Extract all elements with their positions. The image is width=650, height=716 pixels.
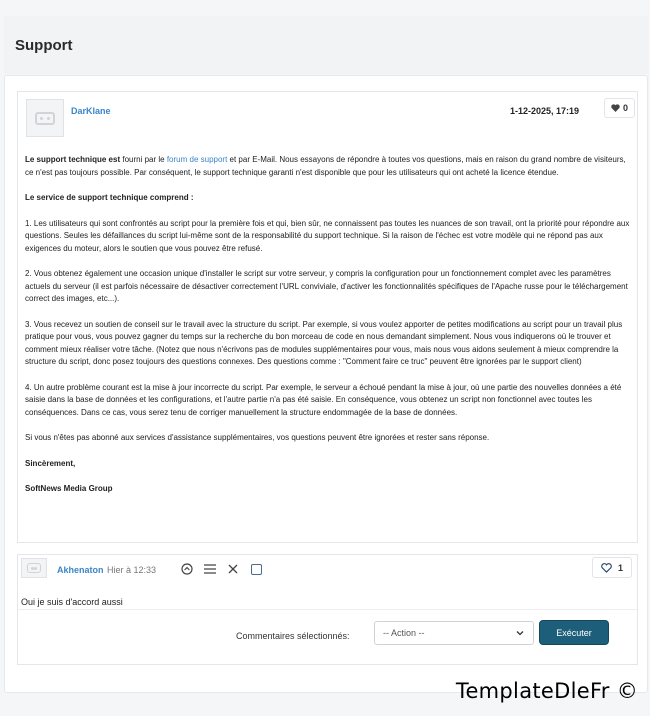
paragraph-note: Si vous n'êtes pas abonné aux services d'assistance supplémentaires, vos questions peuvent être ignorées et rester sans réponse. — [25, 433, 490, 442]
quote-icon[interactable] — [180, 562, 194, 576]
comment-item — [17, 554, 638, 665]
comment-like-button[interactable] — [592, 557, 632, 578]
execute-button[interactable]: Exécuter — [539, 620, 609, 645]
heart-outline-icon — [601, 563, 612, 573]
chevron-down-icon — [515, 628, 525, 638]
page-header — [4, 16, 648, 74]
action-select[interactable] — [374, 621, 534, 645]
comment-author-link[interactable]: Akhenaton — [57, 565, 104, 575]
paragraph-2: 2. Vous obtenez également une occasion unique d'installer le script sur votre serveur, y compris la configuration pour un fonctionnement complet avec les paramètres actuels du serveur (il est parfois nécessaire de désactiver correctement l'URL conviviale, d'activer les fonctionnalités spécifiques de l'Apache russe pour le téléchargement correct des images, etc...). — [25, 269, 628, 303]
paragraph-company — [25, 483, 630, 496]
select-comment-checkbox[interactable] — [249, 562, 263, 576]
post-date: 1-12-2025, 17:19 — [509, 106, 579, 116]
comment-avatar — [21, 558, 47, 578]
heart-icon — [611, 104, 620, 112]
support-post — [17, 91, 638, 543]
intro-bold: Le support technique est — [25, 155, 121, 164]
checkbox-box — [251, 564, 262, 575]
watermark: TemplateDleFr © — [455, 679, 638, 703]
post-body — [25, 154, 630, 509]
avatar — [26, 99, 64, 137]
menu-icon[interactable] — [203, 562, 217, 576]
paragraph-4: 4. Un autre problème courant est la mise à jour incorrecte du script. Par exemple, le serveur a échoué pendant la mise à jour, où une partie des nouvelles données a été saisie dans la base de données et les configurations, et l'autre partie n'a pas été saisie. En conséquence, vous obtenez un script non fonctionnel avec toutes les conséquences. Dans ce cas, vous serez tenu de corriger manuellement la structure endommagée de la base de données. — [25, 382, 622, 417]
selected-comments-label: Commentaires sélectionnés: — [236, 631, 350, 641]
comment-tools — [180, 562, 263, 576]
content-panel — [4, 75, 648, 693]
paragraph-sign — [25, 458, 630, 471]
paragraph-heading — [25, 192, 630, 205]
paragraph-3: 3. Vous recevez un soutien de conseil sur le travail avec la structure du script. Par exemple, si vous voulez apporter de petites modifications au script pour un travail plus pratique pour vous, vous pouvez gagner du temps sur la recherche du bon morceau de code en nous demandant simplement. Nous vous indiquerons où le trouver et comment mieux réaliser votre tâche. (Notez que nous n'écrivons pas de modules supplémentaires pour vous, mais nous vous aidons seulement à mieux comprendre la structure du script, donc posez toujours des questions connexes. Des questions comme : "Comment faire ce truc" peuvent être ignorées par le support client) — [25, 319, 623, 366]
comment-time: Hier à 12:33 — [107, 565, 157, 575]
comment-like-count: 1 — [617, 562, 623, 573]
intro-text-a: fourni par le — [120, 155, 167, 164]
paragraph-intro — [25, 154, 630, 179]
post-author-link[interactable]: DarKlane — [71, 106, 111, 116]
signoff: Sincèrement, — [25, 458, 76, 468]
close-icon[interactable] — [226, 562, 240, 576]
support-forum-link[interactable]: forum de support — [166, 155, 228, 164]
intro-text-b: et par E-Mail. Nous essayons de répondre à toutes vos questions, mais en raison du grand nombre de visiteurs, ce n'est pas toujours possible. Par conséquent, le support technique garanti n'est disponible que pour les utilisateurs qui ont acheté la licence étendue. — [25, 155, 626, 177]
services-heading: Le service de support technique comprend : — [25, 193, 194, 202]
divider — [18, 609, 637, 610]
page-title: Support — [15, 37, 73, 54]
action-select-value: -- Action -- — [383, 628, 425, 638]
post-like-count: 0 — [622, 103, 628, 113]
paragraph-1: 1. Les utilisateurs qui sont confrontés au script pour la première fois et qui, bien sûr, ne connaissent pas toutes les nuances de son travail, ont la priorité pour répondre aux questions. Seules les défaillances du script lui-même sont de la responsabilité du support technique. Si la raison de l'échec est votre modèle qui ne répond pas aux exigences du moteur, alors le soutien que vous pouvez être refusé. — [25, 218, 630, 253]
user-placeholder-icon — [27, 563, 41, 573]
company-name: SoftNews Media Group — [25, 484, 113, 493]
post-like-button[interactable] — [604, 98, 635, 118]
comment-text: Oui je suis d'accord aussi — [21, 597, 123, 607]
user-placeholder-icon — [35, 112, 55, 125]
